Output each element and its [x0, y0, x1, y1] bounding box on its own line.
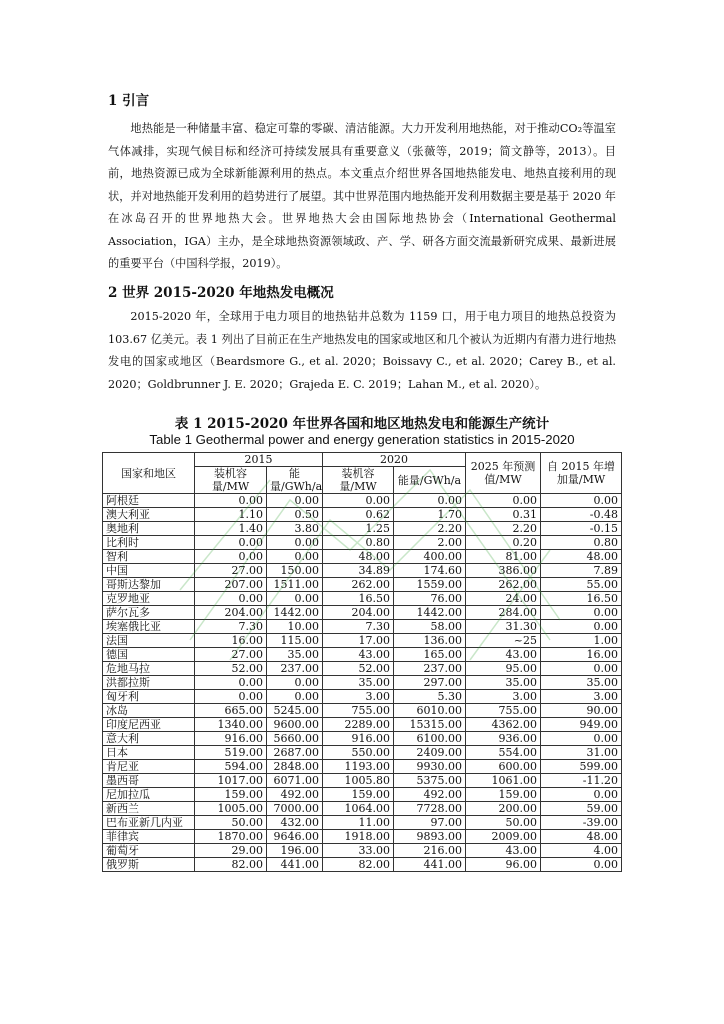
capacity-2020-cell: 1918.00	[323, 830, 394, 844]
forecast-2025-cell: 96.00	[466, 858, 541, 872]
forecast-2025-cell: 200.00	[466, 802, 541, 816]
capacity-2020-cell: 159.00	[323, 788, 394, 802]
table-row	[103, 662, 622, 676]
table-row	[103, 802, 622, 816]
country-name: 智利	[103, 550, 195, 564]
forecast-2025-cell: 936.00	[466, 732, 541, 746]
forecast-2025-cell: 43.00	[466, 648, 541, 662]
capacity-2020-cell: 2289.00	[323, 718, 394, 732]
capacity-2020-cell: 755.00	[323, 704, 394, 718]
increase-cell: 4.00	[541, 844, 622, 858]
energy-2015-cell: 237.00	[267, 662, 323, 676]
table-row	[103, 620, 622, 634]
table-row	[103, 760, 622, 774]
table-row	[103, 606, 622, 620]
capacity-2015-cell: 52.00	[195, 662, 267, 676]
energy-2020-cell: 136.00	[394, 634, 466, 648]
table-row	[103, 634, 622, 648]
country-name: 日本	[103, 746, 195, 760]
increase-cell: 55.00	[541, 578, 622, 592]
capacity-2015-cell: 519.00	[195, 746, 267, 760]
energy-2015-cell: 5660.00	[267, 732, 323, 746]
increase-cell: 3.00	[541, 690, 622, 704]
increase-cell: -11.20	[541, 774, 622, 788]
table-caption-en: Table 1 Geothermal power and energy generation statistics in 2015-2020	[149, 432, 575, 447]
forecast-2025-cell: 554.00	[466, 746, 541, 760]
energy-2015-cell: 1511.00	[267, 578, 323, 592]
header-capacity-2020: 装机容量/MW	[323, 467, 394, 494]
table-row	[103, 704, 622, 718]
header-energy-2015: 能量/GWh/a	[267, 467, 323, 494]
increase-cell: 35.00	[541, 676, 622, 690]
table-row	[103, 564, 622, 578]
table-row	[103, 690, 622, 704]
energy-2020-cell: 97.00	[394, 816, 466, 830]
energy-2020-cell: 76.00	[394, 592, 466, 606]
energy-2020-cell: 297.00	[394, 676, 466, 690]
increase-cell: -0.48	[541, 508, 622, 522]
capacity-2015-cell: 50.00	[195, 816, 267, 830]
capacity-2015-cell: 0.00	[195, 494, 267, 508]
capacity-2020-cell: 3.00	[323, 690, 394, 704]
increase-cell: 0.00	[541, 858, 622, 872]
capacity-2020-cell: 16.50	[323, 592, 394, 606]
capacity-2020-cell: 1005.80	[323, 774, 394, 788]
table-row	[103, 746, 622, 760]
country-name: 埃塞俄比亚	[103, 620, 195, 634]
capacity-2015-cell: 665.00	[195, 704, 267, 718]
increase-cell: 599.00	[541, 760, 622, 774]
country-name: 萨尔瓦多	[103, 606, 195, 620]
capacity-2015-cell: 27.00	[195, 648, 267, 662]
capacity-2020-cell: 34.89	[323, 564, 394, 578]
increase-cell: 48.00	[541, 550, 622, 564]
energy-2015-cell: 196.00	[267, 844, 323, 858]
country-name: 印度尼西亚	[103, 718, 195, 732]
increase-cell: 0.00	[541, 662, 622, 676]
capacity-2015-cell: 27.00	[195, 564, 267, 578]
header-forecast-2025: 2025 年预测值/MW	[466, 453, 541, 494]
country-name: 巴布亚新几内亚	[103, 816, 195, 830]
country-name: 匈牙利	[103, 690, 195, 704]
forecast-2025-cell: 2009.00	[466, 830, 541, 844]
increase-cell: -39.00	[541, 816, 622, 830]
country-name: 比利时	[103, 536, 195, 550]
forecast-2025-cell: 43.00	[466, 844, 541, 858]
capacity-2015-cell: 7.30	[195, 620, 267, 634]
capacity-2020-cell: 7.30	[323, 620, 394, 634]
energy-2020-cell: 6010.00	[394, 704, 466, 718]
capacity-2015-cell: 1.10	[195, 508, 267, 522]
energy-2020-cell: 6100.00	[394, 732, 466, 746]
energy-2020-cell: 1442.00	[394, 606, 466, 620]
forecast-2025-cell: 284.00	[466, 606, 541, 620]
increase-cell: 31.00	[541, 746, 622, 760]
country-name: 意大利	[103, 732, 195, 746]
forecast-2025-cell: 4362.00	[466, 718, 541, 732]
energy-2020-cell: 2.00	[394, 536, 466, 550]
energy-2020-cell: 441.00	[394, 858, 466, 872]
table-row	[103, 718, 622, 732]
energy-2015-cell: 9646.00	[267, 830, 323, 844]
capacity-2015-cell: 0.00	[195, 550, 267, 564]
capacity-2015-cell: 207.00	[195, 578, 267, 592]
table-row	[103, 732, 622, 746]
country-name: 菲律宾	[103, 830, 195, 844]
country-name: 冰岛	[103, 704, 195, 718]
header-country: 国家和地区	[103, 453, 195, 494]
increase-cell: -0.15	[541, 522, 622, 536]
table-row	[103, 676, 622, 690]
table-row	[103, 648, 622, 662]
energy-2015-cell: 432.00	[267, 816, 323, 830]
energy-2020-cell: 492.00	[394, 788, 466, 802]
energy-2020-cell: 1559.00	[394, 578, 466, 592]
capacity-2015-cell: 0.00	[195, 676, 267, 690]
capacity-2020-cell: 1.25	[323, 522, 394, 536]
increase-cell: 1.00	[541, 634, 622, 648]
capacity-2015-cell: 0.00	[195, 536, 267, 550]
country-name: 墨西哥	[103, 774, 195, 788]
capacity-2020-cell: 43.00	[323, 648, 394, 662]
capacity-2020-cell: 0.80	[323, 536, 394, 550]
capacity-2020-cell: 52.00	[323, 662, 394, 676]
increase-cell: 0.00	[541, 606, 622, 620]
capacity-2020-cell: 33.00	[323, 844, 394, 858]
table-row	[103, 578, 622, 592]
header-energy-2020: 能量/GWh/a	[394, 467, 466, 494]
energy-2015-cell: 2848.00	[267, 760, 323, 774]
increase-cell: 0.00	[541, 620, 622, 634]
capacity-2020-cell: 204.00	[323, 606, 394, 620]
section-1-heading: 1 引言	[108, 93, 150, 109]
country-name: 肯尼亚	[103, 760, 195, 774]
capacity-2015-cell: 1017.00	[195, 774, 267, 788]
energy-2020-cell: 165.00	[394, 648, 466, 662]
forecast-2025-cell: 31.30	[466, 620, 541, 634]
capacity-2020-cell: 17.00	[323, 634, 394, 648]
capacity-2020-cell: 82.00	[323, 858, 394, 872]
energy-2015-cell: 0.00	[267, 690, 323, 704]
forecast-2025-cell: 24.00	[466, 592, 541, 606]
capacity-2015-cell: 82.00	[195, 858, 267, 872]
energy-2020-cell: 400.00	[394, 550, 466, 564]
forecast-2025-cell: 35.00	[466, 676, 541, 690]
capacity-2015-cell: 1340.00	[195, 718, 267, 732]
country-name: 俄罗斯	[103, 858, 195, 872]
capacity-2015-cell: 204.00	[195, 606, 267, 620]
energy-2020-cell: 9893.00	[394, 830, 466, 844]
energy-2015-cell: 6071.00	[267, 774, 323, 788]
country-name: 葡萄牙	[103, 844, 195, 858]
country-name: 澳大利亚	[103, 508, 195, 522]
table-row	[103, 788, 622, 802]
energy-2015-cell: 115.00	[267, 634, 323, 648]
capacity-2020-cell: 35.00	[323, 676, 394, 690]
geothermal-stats-table	[102, 452, 622, 872]
forecast-2025-cell: 1061.00	[466, 774, 541, 788]
energy-2015-cell: 3.80	[267, 522, 323, 536]
energy-2015-cell: 0.00	[267, 536, 323, 550]
table-row	[103, 536, 622, 550]
energy-2015-cell: 35.00	[267, 648, 323, 662]
energy-2015-cell: 0.00	[267, 676, 323, 690]
capacity-2015-cell: 0.00	[195, 592, 267, 606]
forecast-2025-cell: 50.00	[466, 816, 541, 830]
forecast-2025-cell: ~25	[466, 634, 541, 648]
capacity-2015-cell: 1870.00	[195, 830, 267, 844]
header-capacity-2015: 装机容量/MW	[195, 467, 267, 494]
energy-2020-cell: 174.60	[394, 564, 466, 578]
energy-2020-cell: 1.70	[394, 508, 466, 522]
capacity-2015-cell: 1.40	[195, 522, 267, 536]
table-row	[103, 522, 622, 536]
section-2-heading: 2 世界 2015-2020 年地热发电概况	[108, 285, 334, 301]
table-row	[103, 550, 622, 564]
country-name: 德国	[103, 648, 195, 662]
energy-2015-cell: 2687.00	[267, 746, 323, 760]
capacity-2015-cell: 916.00	[195, 732, 267, 746]
country-name: 奥地利	[103, 522, 195, 536]
capacity-2020-cell: 11.00	[323, 816, 394, 830]
section-1-paragraph: 地热能是一种储量丰富、稳定可靠的零碳、清洁能源。大力开发利用地热能，对于推动CO₂等温室气体减排，实现气候目标和经济可持续发展具有重要意义（张薇等，2019；简文静等，2013）。目前，地热资源已成为全球新能源利用的热点。本文重点介绍世界各国地热能发电、地热直接利用的现状，并对地热能开发利用的趋势进行了展望。其中世界范围内地热能开发利用数据主要是基于 2020 年在冰岛召开的世界地热大会。世界地热大会由国际地热协会（International Geothermal Association，IGA）主办，是全球地热资源领域政、产、学、研各方面交流最新研究成果、最新进展的重要平台（中国科学报，2019）。	[108, 122, 616, 270]
increase-cell: 90.00	[541, 704, 622, 718]
forecast-2025-cell: 755.00	[466, 704, 541, 718]
table-row	[103, 858, 622, 872]
energy-2020-cell: 5375.00	[394, 774, 466, 788]
energy-2020-cell: 9930.00	[394, 760, 466, 774]
energy-2020-cell: 216.00	[394, 844, 466, 858]
capacity-2020-cell: 916.00	[323, 732, 394, 746]
energy-2015-cell: 0.50	[267, 508, 323, 522]
capacity-2015-cell: 594.00	[195, 760, 267, 774]
energy-2015-cell: 5245.00	[267, 704, 323, 718]
country-name: 克罗地亚	[103, 592, 195, 606]
energy-2015-cell: 10.00	[267, 620, 323, 634]
table-caption-cn: 表 1 2015-2020 年世界各国和地区地热发电和能源生产统计	[174, 416, 550, 432]
forecast-2025-cell: 159.00	[466, 788, 541, 802]
table-row	[103, 830, 622, 844]
energy-2020-cell: 0.00	[394, 494, 466, 508]
country-name: 哥斯达黎加	[103, 578, 195, 592]
table-row	[103, 508, 622, 522]
energy-2020-cell: 2409.00	[394, 746, 466, 760]
capacity-2015-cell: 16.00	[195, 634, 267, 648]
energy-2020-cell: 237.00	[394, 662, 466, 676]
forecast-2025-cell: 0.00	[466, 494, 541, 508]
energy-2020-cell: 2.20	[394, 522, 466, 536]
table-row	[103, 844, 622, 858]
forecast-2025-cell: 0.31	[466, 508, 541, 522]
table-body	[103, 494, 622, 872]
increase-cell: 16.50	[541, 592, 622, 606]
country-name: 洪都拉斯	[103, 676, 195, 690]
energy-2015-cell: 1442.00	[267, 606, 323, 620]
country-name: 中国	[103, 564, 195, 578]
capacity-2020-cell: 1064.00	[323, 802, 394, 816]
capacity-2020-cell: 48.00	[323, 550, 394, 564]
energy-2015-cell: 0.00	[267, 550, 323, 564]
section-2-paragraph: 2015-2020 年，全球用于电力项目的地热钻井总数为 1159 口，用于电力项目的地热总投资为 103.67 亿美元。表 1 列出了目前正在生产地热发电的国家或地区和几个被认为近期内有潜力进行地热发电的国家或地区（Beardsmore G., et al. 2020；Boissavy C., et al. 2020；Carey B., et al. 2020；Goldbrunner J. E. 2020；Grajeda E. C. 2019；Lahan M., et al. 2020）。	[108, 310, 616, 391]
capacity-2020-cell: 0.62	[323, 508, 394, 522]
energy-2015-cell: 0.00	[267, 494, 323, 508]
forecast-2025-cell: 600.00	[466, 760, 541, 774]
increase-cell: 16.00	[541, 648, 622, 662]
header-2015: 2015	[195, 453, 323, 467]
table-row	[103, 494, 622, 508]
forecast-2025-cell: 81.00	[466, 550, 541, 564]
forecast-2025-cell: 3.00	[466, 690, 541, 704]
capacity-2015-cell: 159.00	[195, 788, 267, 802]
capacity-2015-cell: 1005.00	[195, 802, 267, 816]
energy-2020-cell: 15315.00	[394, 718, 466, 732]
table-row	[103, 816, 622, 830]
country-name: 阿根廷	[103, 494, 195, 508]
header-increase: 自 2015 年增加量/MW	[541, 453, 622, 494]
increase-cell: 59.00	[541, 802, 622, 816]
country-name: 法国	[103, 634, 195, 648]
country-name: 新西兰	[103, 802, 195, 816]
capacity-2020-cell: 0.00	[323, 494, 394, 508]
energy-2015-cell: 492.00	[267, 788, 323, 802]
capacity-2020-cell: 262.00	[323, 578, 394, 592]
capacity-2015-cell: 0.00	[195, 690, 267, 704]
forecast-2025-cell: 95.00	[466, 662, 541, 676]
energy-2020-cell: 5.30	[394, 690, 466, 704]
increase-cell: 0.00	[541, 494, 622, 508]
energy-2015-cell: 150.00	[267, 564, 323, 578]
increase-cell: 7.89	[541, 564, 622, 578]
forecast-2025-cell: 2.20	[466, 522, 541, 536]
increase-cell: 0.80	[541, 536, 622, 550]
capacity-2020-cell: 550.00	[323, 746, 394, 760]
energy-2015-cell: 441.00	[267, 858, 323, 872]
increase-cell: 0.00	[541, 732, 622, 746]
increase-cell: 48.00	[541, 830, 622, 844]
energy-2015-cell: 7000.00	[267, 802, 323, 816]
header-2020: 2020	[323, 453, 466, 467]
energy-2020-cell: 7728.00	[394, 802, 466, 816]
country-name: 尼加拉瓜	[103, 788, 195, 802]
forecast-2025-cell: 386.00	[466, 564, 541, 578]
increase-cell: 949.00	[541, 718, 622, 732]
table-row	[103, 774, 622, 788]
forecast-2025-cell: 0.20	[466, 536, 541, 550]
capacity-2020-cell: 1193.00	[323, 760, 394, 774]
capacity-2015-cell: 29.00	[195, 844, 267, 858]
table-row	[103, 592, 622, 606]
energy-2015-cell: 9600.00	[267, 718, 323, 732]
forecast-2025-cell: 262.00	[466, 578, 541, 592]
increase-cell: 0.00	[541, 788, 622, 802]
energy-2020-cell: 58.00	[394, 620, 466, 634]
energy-2015-cell: 0.00	[267, 592, 323, 606]
country-name: 危地马拉	[103, 662, 195, 676]
